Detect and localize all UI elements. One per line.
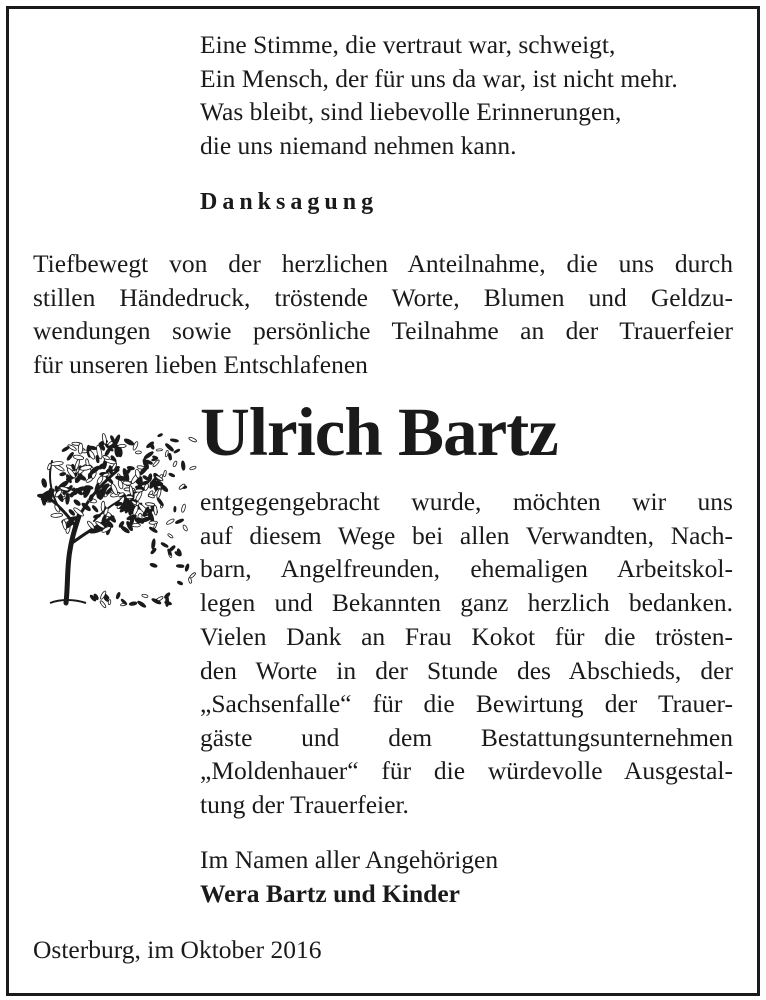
intro-paragraph: [33, 247, 733, 381]
signature-names: Wera Bartz und Kinder: [200, 878, 460, 908]
signature-intro: Im Namen aller Angehörigen: [200, 845, 499, 874]
body-line: tung der Trauerfeier.: [200, 789, 409, 819]
intro-line: wendungen sowie persönliche Teilnahme an der Trauerfeier: [33, 316, 733, 345]
signature-block: [200, 843, 498, 910]
poem-line: Was bleibt, sind liebevolle Erinnerungen,: [200, 97, 622, 126]
intro-line: für unseren lieben Entschlafenen: [33, 349, 368, 379]
tree-with-falling-leaves-icon: [28, 425, 198, 615]
body-line: Vielen Dank an Frau Kokot für die trösten-: [200, 622, 733, 651]
poem-line: Eine Stimme, die vertraut war, schweigt,: [200, 30, 616, 59]
intro-line: Tiefbewegt von der herzlichen Anteilnahme, die uns durch: [33, 249, 733, 278]
heading-danksagung: Danksagung: [200, 189, 379, 215]
body-line: gäste und dem Bestattungsunternehmen: [200, 722, 733, 752]
body-line: „Sachsenfalle“ für die Bewirtung der Trauer-: [200, 689, 733, 718]
body-line: entgegengebracht wurde, möchten wir uns: [200, 487, 733, 516]
place-date: Osterburg, im Oktober 2016: [33, 935, 322, 964]
body-line: barn, Angelfreunden, ehemaligen Arbeitskol-: [200, 554, 733, 583]
body-line: legen und Bekannten ganz herzlich bedanken.: [200, 587, 733, 617]
body-line: den Worte in der Stunde des Abschieds, der: [200, 655, 733, 685]
intro-line: stillen Händedruck, tröstende Worte, Blumen und Geldzu-: [33, 282, 733, 312]
body-line: auf diesem Wege bei allen Verwandten, Nach-: [200, 520, 733, 550]
body-line: „Moldenhauer“ für die würdevolle Ausgestal-: [200, 756, 733, 785]
body-paragraph-1: [200, 485, 733, 619]
deceased-name: Ulrich Bartz: [200, 394, 558, 470]
body-paragraph-2: [200, 620, 733, 821]
poem: [200, 28, 678, 162]
poem-line: Ein Mensch, der für uns da war, ist nicht mehr.: [200, 63, 678, 93]
poem-line: die uns niemand nehmen kann.: [200, 130, 517, 160]
